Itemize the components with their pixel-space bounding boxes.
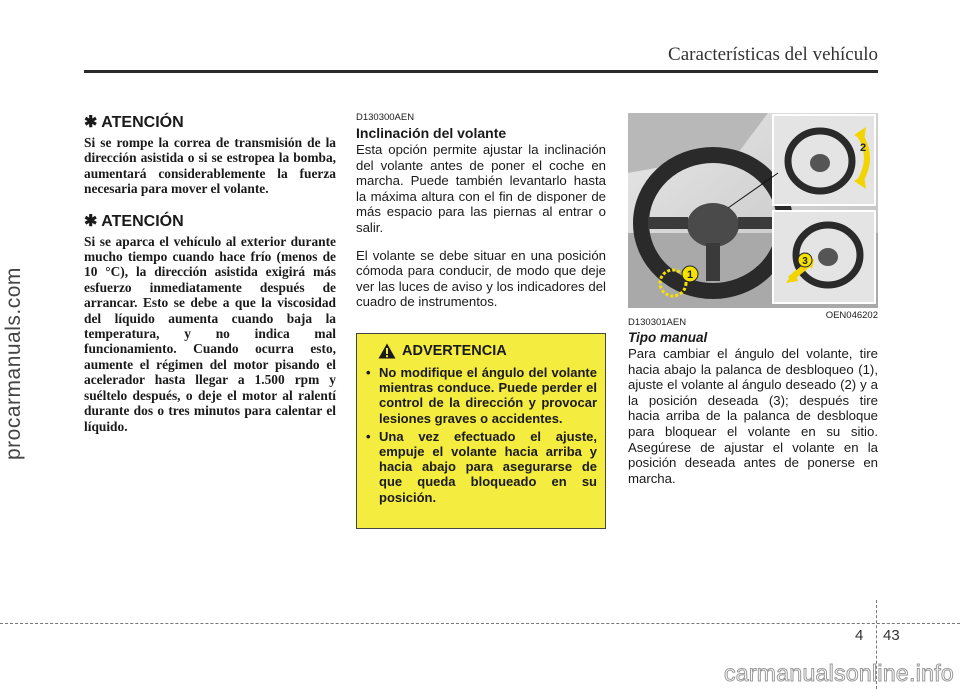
warning-list [366, 365, 597, 505]
warning-box [356, 333, 606, 529]
asterisk-icon: ✱ [84, 212, 98, 230]
tilt-column [356, 112, 606, 322]
side-watermark: procarmanuals.com [2, 267, 25, 460]
tilt-paragraph-2: El volante se debe situar en una posición cómoda para conducir, de modo que deje ver las luces de aviso y los indicadores del cuadro de instrumentos. [356, 247, 606, 310]
bottom-watermark: carmanualsonline.info [723, 660, 954, 686]
warning-header [378, 343, 597, 359]
warning-item: • Una vez efectuado el ajuste, empuje el volante hacia arriba y hacia abajo para asegurarse de que queda bloqueado en su posición. [366, 428, 597, 505]
steering-wheel-photo [628, 113, 878, 308]
attention-text-1: Si se rompe la correa de transmisión de la dirección asistida o si se estropea la bomba, aumentará considerablemente la fuerza necesaria para mover el volante. [84, 135, 336, 197]
section-code: D130300AEN [356, 112, 415, 123]
attention-heading-2: ✱ ATENCIÓN [84, 212, 184, 230]
header-rule [84, 70, 878, 73]
footer-rule [0, 623, 960, 624]
chapter-title: Características del vehículo [668, 44, 878, 65]
label-2: 2 [860, 142, 867, 154]
manual-paragraph: Para cambiar el ángulo del volante, tire hacia abajo la palanca de desbloqueo (1), ajuste el volante al ángulo deseado (2) y a la posición deseada (3); después tire hacia arriba de la palanca de desbloque para bloquear el volante en su sitio. Asegúrese de ajustar el volante en la posición deseada antes de ponerse en marcha. [628, 346, 878, 486]
label-3: 3 [802, 256, 808, 267]
attention-heading-1: ✱ ATENCIÓN [84, 114, 184, 131]
figure-caption: OEN046202 [825, 310, 878, 321]
warning-item: • No modifique el ángulo del volante mientras conduce. Puede perder el control de la dirección y provocar lesiones graves o accidentes. [366, 365, 597, 426]
bullet-icon: • [366, 365, 371, 380]
tilt-paragraph-1: Esta opción permite ajustar la inclinación del volante antes de poner el coche en marcha. Puede también levantarlo hasta la máxima altura con el fin de disponer de más espacio para las piernas al entrar o salir. [356, 142, 606, 235]
label-1: 1 [686, 269, 694, 281]
section-number: 4 [855, 627, 864, 644]
manual-column [628, 317, 878, 498]
warning-title: ADVERTENCIA [402, 343, 507, 359]
attention-column [84, 112, 336, 448]
subsection-title: Tipo manual [628, 330, 708, 345]
section-title: Inclinación del volante [356, 125, 507, 141]
steering-illustration [628, 113, 878, 308]
asterisk-icon: ✱ [84, 114, 98, 131]
warning-triangle-icon [378, 343, 396, 359]
page-number: 43 [883, 627, 900, 644]
subsection-code: D130301AEN [628, 317, 687, 328]
bullet-icon: • [366, 428, 371, 444]
attention-text-2: Si se aparca el vehículo al exterior durante mucho tiempo cuando hace frío (menos de 10 °C), la dirección asistida exigirá más esfuerzo inmediatamente después de arrancar. Esto se debe a que la viscosidad del líquido aumenta cuando baja la temperatura, y no indica mal funcionamiento. Cuando ocurra esto, aumente el régimen del motor pisando el acelerador hasta llegar a 1.500 rpm y suéltelo después, o deje el motor al ralentí durante dos o tres minutos para calentar el líquido. [84, 233, 336, 434]
